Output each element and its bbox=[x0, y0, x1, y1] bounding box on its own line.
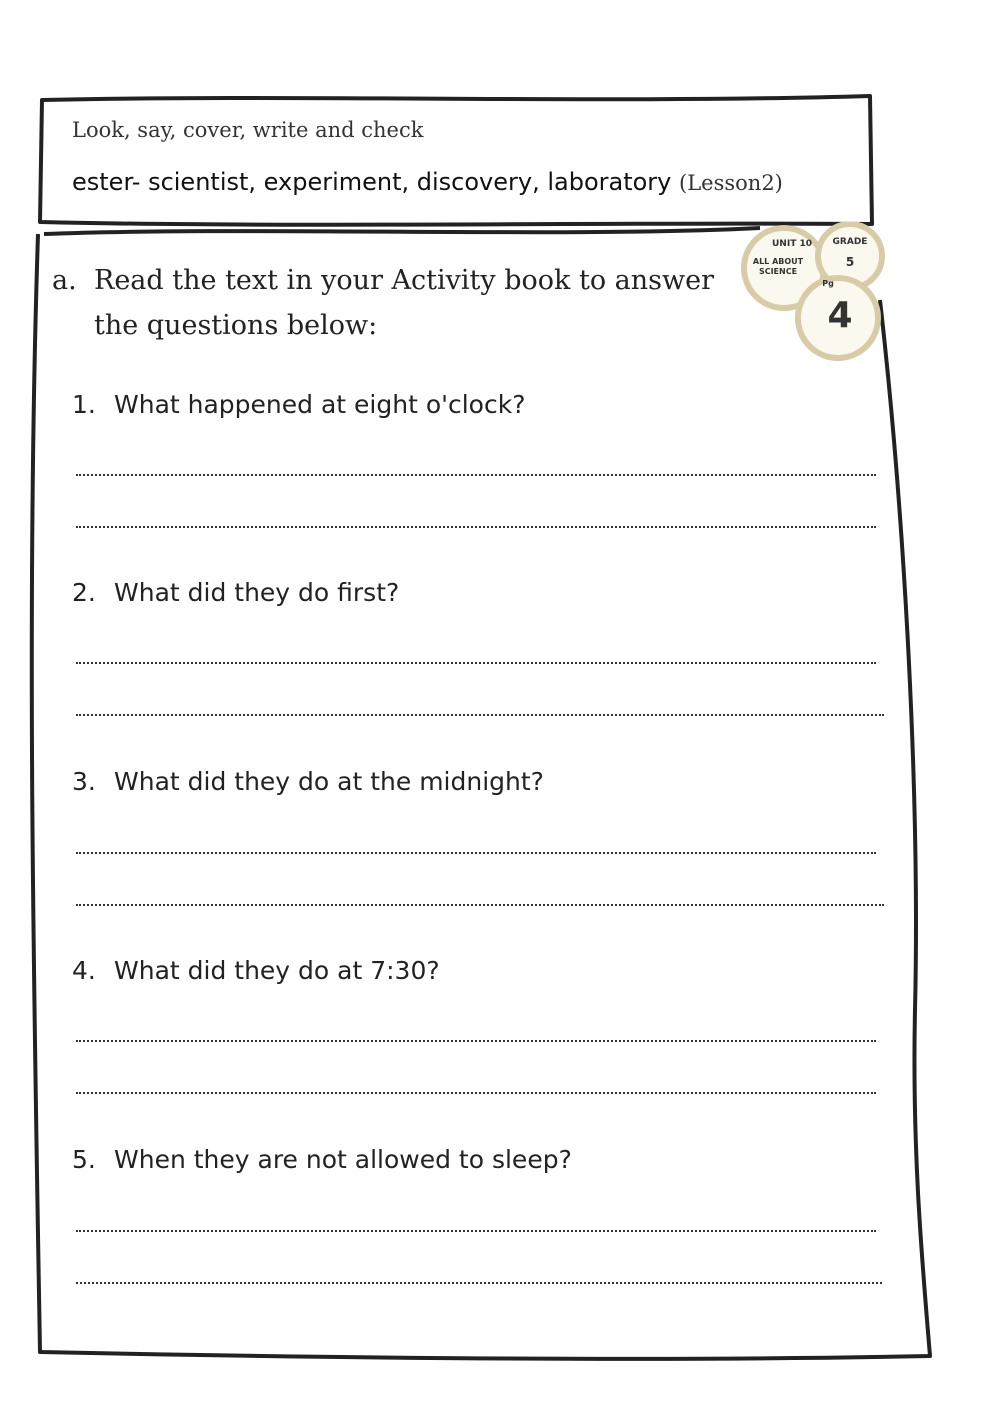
answer-line-3b[interactable] bbox=[76, 904, 884, 906]
question-1 bbox=[72, 390, 525, 419]
question-3 bbox=[72, 767, 544, 796]
badge-page-number: 4 bbox=[827, 295, 853, 336]
answer-line-3a[interactable] bbox=[76, 852, 876, 854]
question-4 bbox=[72, 956, 440, 985]
lesson-label: (Lesson2) bbox=[679, 171, 783, 195]
badge-grade-label: GRADE bbox=[832, 237, 868, 247]
answer-line-2a[interactable] bbox=[76, 662, 876, 664]
answer-line-1b[interactable] bbox=[76, 526, 876, 528]
header-instruction: Look, say, cover, write and check bbox=[72, 118, 424, 142]
question-2 bbox=[72, 578, 399, 607]
badge-topic-line2: SCIENCE bbox=[758, 267, 798, 276]
task-line2: the questions below: bbox=[94, 310, 378, 341]
task-instruction bbox=[52, 258, 732, 348]
question-number: 5. bbox=[72, 1145, 96, 1174]
question-text: What did they do at 7:30? bbox=[114, 956, 440, 985]
answer-line-4b[interactable] bbox=[76, 1092, 876, 1094]
answer-line-2b[interactable] bbox=[76, 714, 884, 716]
answer-line-5b[interactable] bbox=[76, 1282, 882, 1284]
question-number: 2. bbox=[72, 578, 96, 607]
spelling-words: ester- scientist, experiment, discovery, laboratory bbox=[72, 168, 672, 196]
badge-grade-value: 5 bbox=[845, 255, 855, 269]
question-number: 3. bbox=[72, 767, 96, 796]
question-text: What happened at eight o'clock? bbox=[114, 390, 526, 419]
question-text: When they are not allowed to sleep? bbox=[114, 1145, 572, 1174]
answer-line-4a[interactable] bbox=[76, 1040, 876, 1042]
badge-unit: UNIT 10 bbox=[772, 239, 812, 249]
question-number: 1. bbox=[72, 390, 96, 419]
header-box-border bbox=[40, 96, 872, 225]
answer-line-1a[interactable] bbox=[76, 474, 876, 476]
task-marker: a. bbox=[52, 265, 77, 296]
badge-topic-line1: ALL ABOUT bbox=[752, 257, 804, 266]
answer-line-5a[interactable] bbox=[76, 1230, 876, 1232]
question-number: 4. bbox=[72, 956, 96, 985]
badge-page-label: Pg bbox=[822, 279, 834, 288]
question-5 bbox=[72, 1145, 572, 1174]
question-text: What did they do first? bbox=[114, 578, 400, 607]
question-text: What did they do at the midnight? bbox=[114, 767, 544, 796]
spelling-words-line bbox=[72, 168, 783, 196]
task-line1: Read the text in your Activity book to answer bbox=[94, 265, 714, 296]
